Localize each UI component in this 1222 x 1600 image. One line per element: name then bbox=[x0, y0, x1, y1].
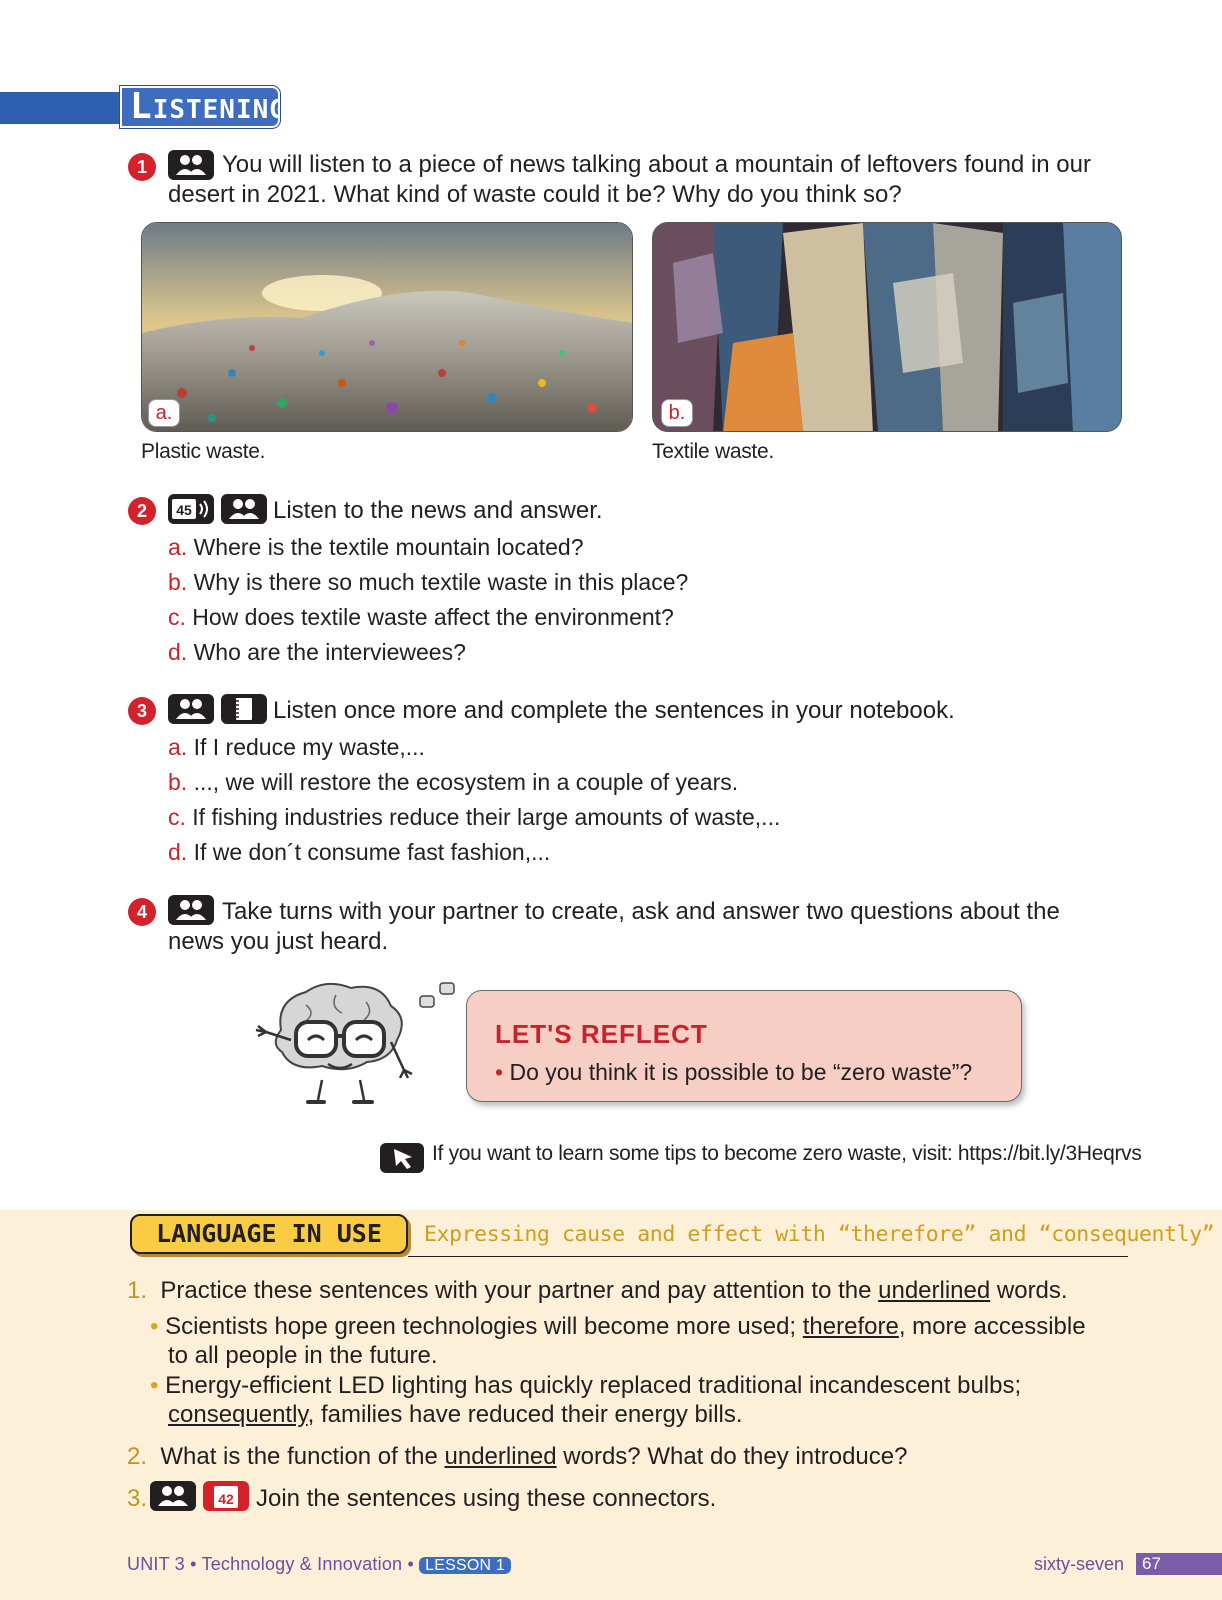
photo-caption: Plastic waste. bbox=[141, 440, 266, 463]
section-title: LISTENING bbox=[120, 86, 280, 128]
page-number: 67 bbox=[1136, 1553, 1222, 1575]
example-sentence: • Scientists hope green technologies will become more used; therefore, more accessible bbox=[150, 1313, 1086, 1340]
example-sentence: • Energy-efficient LED lighting has quickly replaced traditional incandescent bulbs; bbox=[150, 1372, 1022, 1399]
reflect-title: LET'S REFLECT bbox=[495, 1019, 708, 1049]
list-item: c. How does textile waste affect the environment? bbox=[168, 604, 674, 630]
reflect-question: • Do you think it is possible to be “zero waste”? bbox=[495, 1059, 973, 1085]
list-item: d. If we don´t consume fast fashion,... bbox=[168, 839, 551, 865]
list-item: b. Why is there so much textile waste in this place? bbox=[168, 569, 689, 595]
photo-label: b. bbox=[661, 399, 693, 427]
pair-work-icon bbox=[221, 494, 267, 524]
brain-mascot-illustration bbox=[236, 980, 456, 1110]
textile-waste-photo bbox=[652, 222, 1122, 432]
title-underline bbox=[408, 1256, 1128, 1257]
notebook-icon bbox=[221, 694, 267, 724]
question-text: Listen to the news and answer. bbox=[273, 497, 603, 524]
question-number: 4 bbox=[128, 898, 156, 926]
photo-label: a. bbox=[148, 399, 180, 427]
example-sentence: consequently, families have reduced their energy bills. bbox=[168, 1401, 743, 1428]
example-sentence: to all people in the future. bbox=[168, 1342, 438, 1369]
list-item: a. If I reduce my waste,... bbox=[168, 734, 425, 760]
section-header bbox=[0, 86, 286, 128]
pair-work-icon bbox=[150, 1481, 196, 1511]
pair-work-icon bbox=[168, 895, 214, 925]
pair-work-icon bbox=[168, 694, 214, 724]
web-link-icon bbox=[380, 1143, 424, 1173]
language-in-use-title: Expressing cause and effect with “therefore” and “consequently” bbox=[424, 1222, 1215, 1247]
reflect-box bbox=[466, 990, 1022, 1102]
footer-unit: UNIT 3 • Technology & Innovation • LESSON 1 bbox=[127, 1554, 511, 1575]
list-item: a. Where is the textile mountain located? bbox=[168, 534, 584, 560]
exercise-1: 1. Practice these sentences with your partner and pay attention to the underlined words. bbox=[127, 1277, 1068, 1304]
exercise-3: Join the sentences using these connectors. bbox=[256, 1485, 717, 1512]
question-number: 3 bbox=[128, 697, 156, 725]
footer-page-word: sixty-seven bbox=[1034, 1554, 1125, 1574]
audio-track-number: 45 bbox=[176, 502, 192, 518]
exercise-2: 2. What is the function of the underlined words? What do they introduce? bbox=[127, 1443, 908, 1470]
tip-text: If you want to learn some tips to become zero waste, visit: https://bit.ly/3Heqrvs bbox=[432, 1142, 1142, 1165]
workbook-icon bbox=[203, 1481, 249, 1511]
workbook-page-number: 42 bbox=[218, 1491, 234, 1507]
question-text: You will listen to a piece of news talking about a mountain of leftovers found in our bbox=[222, 151, 1091, 178]
question-number: 2 bbox=[128, 497, 156, 525]
audio-track-icon bbox=[168, 494, 214, 524]
list-item: d. Who are the interviewees? bbox=[168, 639, 466, 665]
question-text: news you just heard. bbox=[168, 928, 389, 955]
photo-caption: Textile waste. bbox=[652, 440, 774, 463]
question-text: Listen once more and complete the sentences in your notebook. bbox=[273, 697, 955, 724]
question-number: 1 bbox=[128, 153, 156, 181]
language-in-use-tab: LANGUAGE IN USE bbox=[130, 1214, 408, 1254]
pair-work-icon bbox=[168, 150, 214, 180]
plastic-waste-photo bbox=[141, 222, 633, 432]
header-bar bbox=[0, 92, 130, 124]
zero-waste-link[interactable]: https://bit.ly/3Heqrvs bbox=[957, 1142, 1142, 1165]
list-item: c. If fishing industries reduce their large amounts of waste,... bbox=[168, 804, 781, 830]
question-text: Take turns with your partner to create, ask and answer two questions about the bbox=[222, 898, 1060, 925]
exercise-3-number: 3. bbox=[127, 1485, 148, 1512]
list-item: b. ..., we will restore the ecosystem in a couple of years. bbox=[168, 769, 739, 795]
question-text: desert in 2021. What kind of waste could it be? Why do you think so? bbox=[168, 181, 902, 208]
